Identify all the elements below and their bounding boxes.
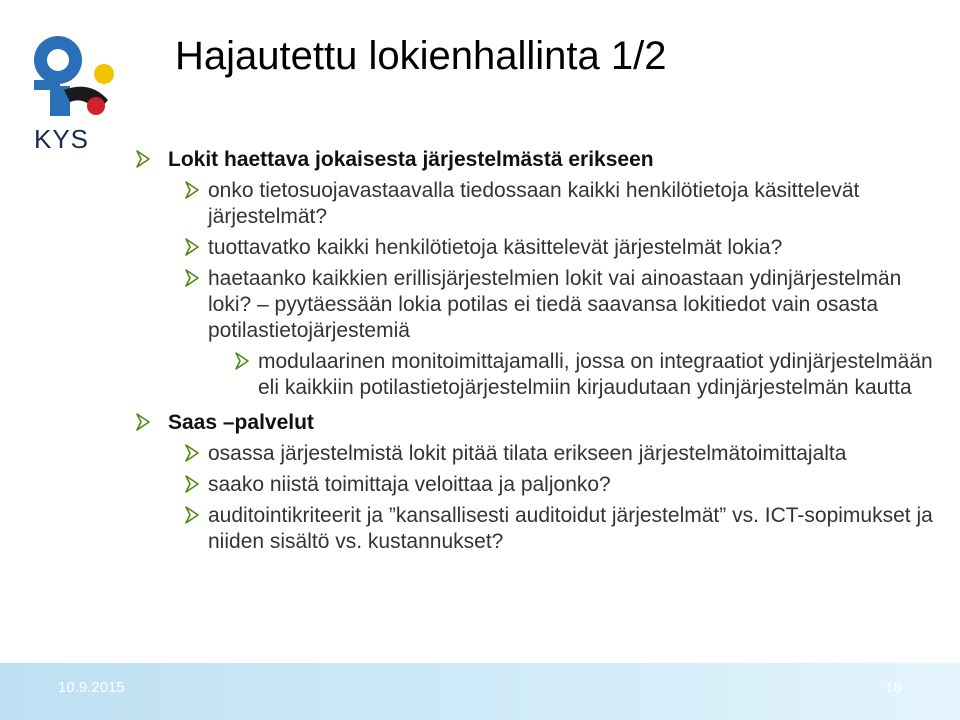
- bullet-list: [135, 138, 935, 555]
- page-number: 18: [885, 679, 902, 696]
- logo-text: KYS: [34, 124, 90, 154]
- kys-logo-mark: [30, 30, 118, 130]
- arrow-bullet-icon: [184, 443, 200, 463]
- arrow-bullet-icon: [184, 268, 200, 288]
- bullet-item: [135, 472, 935, 498]
- bullet-text: onko tietosuojavastaavalla tiedossaan kaikki henkilötietoja käsittelevät järjestelmät?: [208, 179, 860, 228]
- bullet-text: Saas –palvelut: [168, 411, 314, 434]
- bullet-item: [135, 410, 935, 436]
- bullet-item: [135, 441, 935, 467]
- arrow-bullet-icon: [184, 505, 200, 525]
- arrow-bullet-icon: [184, 474, 200, 494]
- footer-date: 10.9.2015: [58, 679, 125, 696]
- bullet-item: [135, 266, 935, 344]
- bullet-item: [135, 235, 935, 261]
- arrow-bullet-icon: [135, 412, 151, 432]
- bullet-item: [135, 503, 935, 555]
- bullet-text: tuottavatko kaikki henkilötietoja käsittelevät järjestelmät lokia?: [208, 236, 783, 259]
- bullet-text: haetaanko kaikkien erillisjärjestelmien lokit vai ainoastaan ydinjärjestelmän loki? – pyytäessään lokia potilas ei tiedä saavansa lokitiedot vain osasta potilastietojärjestemiä: [208, 267, 902, 342]
- bullet-item: [135, 178, 935, 230]
- arrow-bullet-icon: [234, 351, 250, 371]
- bullet-text: auditointikriteerit ja ”kansallisesti auditoidut järjestelmät” vs. ICT-sopimukset ja niiden sisältö vs. kustannukset?: [208, 504, 933, 553]
- slide-title: Hajautettu lokienhallinta 1/2: [175, 34, 667, 78]
- bullet-text: osassa järjestelmistä lokit pitää tilata erikseen järjestelmätoimittajalta: [208, 442, 847, 465]
- bullet-text: modulaarinen monitoimittajamalli, jossa on integraatiot ydinjärjestelmään eli kaikkiin potilastietojärjestelmiin kirjaudutaan ydinjärjestelmän kautta: [258, 350, 933, 399]
- arrow-bullet-icon: [135, 149, 151, 169]
- footer-band: [0, 663, 960, 720]
- bullet-item: [135, 147, 935, 173]
- arrow-bullet-icon: [184, 237, 200, 257]
- bullet-item: [135, 349, 935, 401]
- bullet-text: Lokit haettava jokaisesta järjestelmästä erikseen: [168, 148, 654, 171]
- bullet-text: saako niistä toimittaja veloittaa ja paljonko?: [208, 473, 611, 496]
- arrow-bullet-icon: [184, 180, 200, 200]
